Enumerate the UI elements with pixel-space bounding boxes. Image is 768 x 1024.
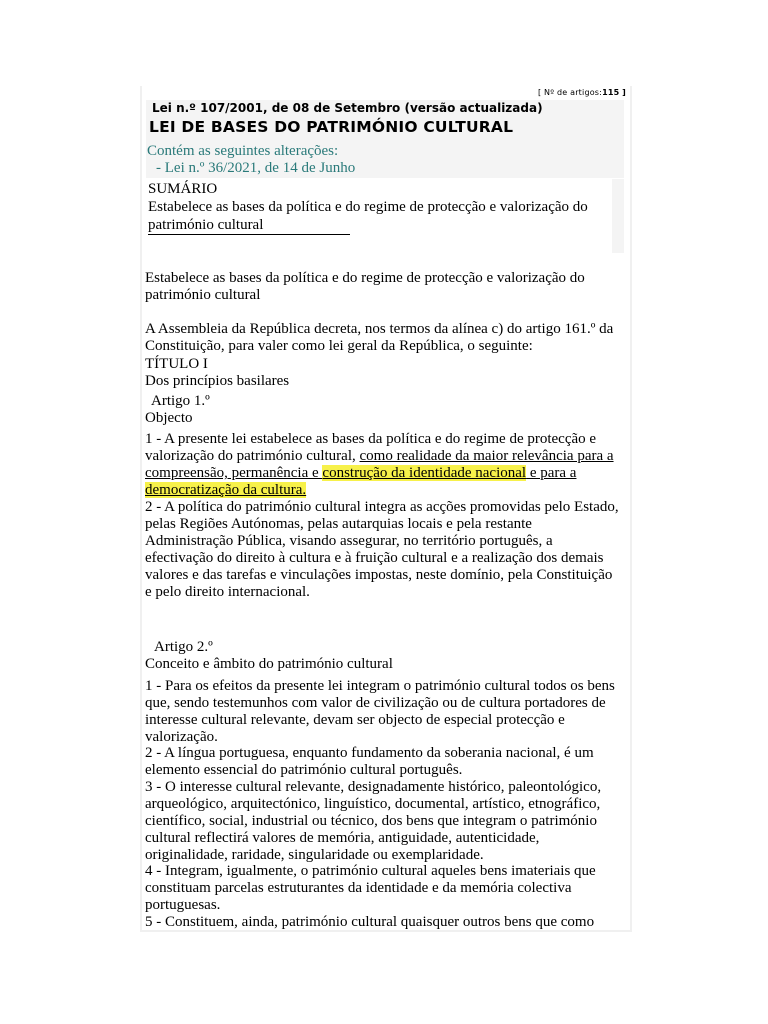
- article-2-label: Artigo 2.º: [154, 639, 213, 655]
- article-2-name: Conceito e âmbito do património cultural: [145, 656, 393, 672]
- article-2-paragraph-3: 3 - O interesse cultural relevante, designadamente histórico, paleontológico, arqueológico, arquitectónico, linguístico, documental, artístico, etnográfico, científico, social, industrial ou técnico, dos bens que integram o património cultural reflectirá valores de memória, antiguidade, autenticidade, originalidade, raridade, singularidade ou exemplaridade.: [145, 779, 602, 863]
- law-title: LEI DE BASES DO PATRIMÓNIO CULTURAL: [149, 118, 514, 136]
- document-page: [140, 86, 632, 932]
- article-2-paragraph-4: 4 - Integram, igualmente, o património cultural aqueles bens imateriais que constituam parcelas estruturantes da identidade e da memória colectiva portuguesas.: [145, 863, 596, 913]
- article-1-paragraph-2: 2 - A política do património cultural integra as acções promovidas pelo Estado, pelas Regiões Autónomas, pelas autarquias locais e pela restante Administração Pública, visando assegurar, no território português, a efectivação do direito à cultura e à fruição cultural e a realização dos demais valores e das tarefas e vinculações impostas, neste domínio, pela Constituição e pelo direito internacional.: [145, 499, 619, 600]
- article-1-p1-underlined-join: e para a: [526, 465, 577, 481]
- title-label: TÍTULO I: [145, 356, 208, 372]
- law-reference: Lei n.º 107/2001, de 08 de Setembro (versão actualizada): [152, 101, 543, 115]
- amendment-item: - Lei n.º 36/2021, de 14 de Junho: [156, 160, 356, 176]
- summary-text: Estabelece as bases da política e do regime de protecção e valorização do património cultural: [148, 199, 588, 233]
- article-1-p1-text: 1 - A presente lei estabelece as bases da política e do regime de protecção e valorização do património cultural,: [145, 431, 597, 464]
- article-1-p1-underlined: como realidade da maior relevância para a compreensão, permanência e: [145, 448, 614, 481]
- title-name: Dos princípios basilares: [145, 373, 290, 389]
- article-2-paragraph-5: 5 - Constituem, ainda, património cultural quaisquer outros bens que como: [145, 914, 595, 930]
- article-1-p1-highlight-identity: construção da identidade nacional: [322, 465, 527, 481]
- article-1-p1-highlight-democratization: democratização da cultura.: [145, 482, 307, 498]
- article-1-name: Objecto: [145, 410, 193, 426]
- amendments-block: [146, 142, 624, 178]
- articles-count: [538, 88, 626, 97]
- summary-heading: SUMÁRIO: [148, 181, 218, 197]
- summary-divider: [148, 234, 350, 235]
- article-1-paragraph-1: [145, 431, 621, 499]
- summary-content: [146, 179, 618, 253]
- article-1-label: Artigo 1.º: [151, 393, 210, 409]
- article-2-paragraph-1: 1 - Para os efeitos da presente lei integram o património cultural todos os bens que, sendo testemunhos com valor de civilização ou de cultura portadores de interesse cultural relevante, devam ser objecto de especial protecção e valorização.: [145, 678, 615, 745]
- articles-count-label: [ Nº de artigos:: [537, 88, 603, 97]
- summary-panel: [146, 179, 624, 253]
- articles-count-value: 115: [602, 88, 620, 97]
- amendments-intro: Contém as seguintes alterações:: [147, 143, 339, 159]
- articles-count-close: ]: [622, 88, 626, 97]
- decree-text: A Assembleia da República decreta, nos termos da alínea c) do artigo 161.º da Constituição, para valer como lei geral da República, o seguinte:: [145, 321, 614, 354]
- article-2-paragraph-2: 2 - A língua portuguesa, enquanto fundamento da soberania nacional, é um elemento essencial do património cultural português.: [145, 745, 594, 778]
- law-header: [146, 100, 624, 142]
- intro-text: Estabelece as bases da política e do regime de protecção e valorização do património cultural: [145, 270, 585, 303]
